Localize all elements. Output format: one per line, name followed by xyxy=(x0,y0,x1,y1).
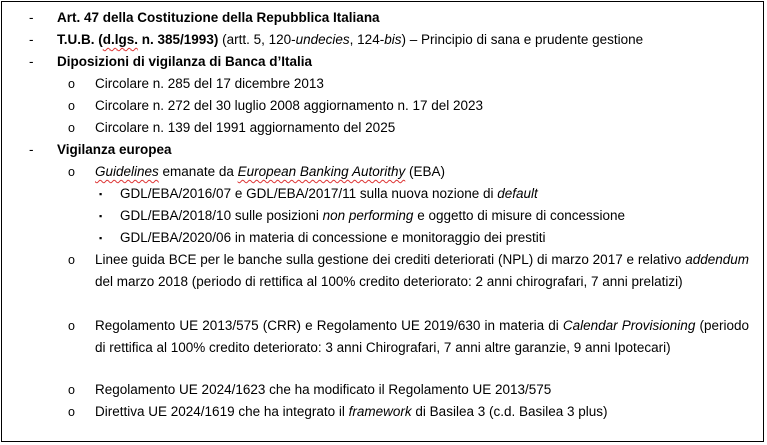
list-item-vigilanza-europea: Vigilanza europea xyxy=(57,142,172,157)
list-item-gdl-2020: GDL/EBA/2020/06 in materia di concessione e monitoraggio dei prestiti xyxy=(120,230,546,245)
list-item-circolare-272: Circolare n. 272 del 30 luglio 2008 aggiornamento n. 17 del 2023 xyxy=(95,98,484,113)
list-item-linee-guida-bce: Linee guida BCE per le banche sulla gestione dei crediti deteriorati (NPL) di marzo 2017 e relativo addendum del marzo 2018 (periodo di rettifica al 100% credito deteriorato: 2 anni chirografari, 7 anni prelatizi) xyxy=(95,252,749,289)
list-item-circolare-285: Circolare n. 285 del 17 dicembre 2013 xyxy=(95,76,324,91)
circle-bullet: o xyxy=(68,77,75,91)
list-item-tub: T.U.B. (d.lgs. n. 385/1993) (artt. 5, 120-undecies, 124-bis) – Principio di sana e prudente gestione xyxy=(57,32,644,47)
square-bullet: ▪ xyxy=(99,189,103,199)
dash-bullet: - xyxy=(29,142,34,157)
list-item-direttiva-2024-1619: Direttiva UE 2024/1619 che ha integrato il framework di Basilea 3 (c.d. Basilea 3 plus) xyxy=(95,404,608,419)
list-item-art47: Art. 47 della Costituzione della Repubblica Italiana xyxy=(57,10,380,25)
circle-bullet: o xyxy=(68,121,75,135)
circle-bullet: o xyxy=(68,253,75,267)
list-item-gdl-2018: GDL/EBA/2018/10 sulle posizioni non performing e oggetto di misure di concessione xyxy=(120,208,626,223)
list-item-banca-italia: Diposizioni di vigilanza di Banca d’Italia xyxy=(57,54,313,69)
square-bullet: ▪ xyxy=(99,211,103,221)
list-item-gdl-2016: GDL/EBA/2016/07 e GDL/EBA/2017/11 sulla nuova nozione di default xyxy=(120,186,538,201)
dash-bullet: - xyxy=(29,54,34,69)
circle-bullet: o xyxy=(68,99,75,113)
spellcheck-underline: d.lgs. xyxy=(102,32,139,47)
list-item-guidelines: Guidelines emanate da European Banking Autorithy (EBA) xyxy=(95,164,445,179)
circle-bullet: o xyxy=(68,319,75,333)
list-item-regolamento-2024-1623: Regolamento UE 2024/1623 che ha modificato il Regolamento UE 2013/575 xyxy=(95,382,552,397)
circle-bullet: o xyxy=(68,383,75,397)
dash-bullet: - xyxy=(29,10,34,25)
dash-bullet: - xyxy=(29,32,34,47)
document-frame xyxy=(1,1,764,442)
list-item-regolamento-crr: Regolamento UE 2013/575 (CRR) e Regolamento UE 2019/630 in materia di Calendar Provisioning (periodo di rettifica al 100% credito deteriorato: 3 anni Chirografari, 7 anni altre garanzie, 9 anni Ipotecari) xyxy=(95,318,749,355)
square-bullet: ▪ xyxy=(99,233,103,243)
list-item-circolare-139: Circolare n. 139 del 1991 aggiornamento del 2025 xyxy=(95,120,396,135)
circle-bullet: o xyxy=(68,165,75,179)
circle-bullet: o xyxy=(68,405,75,419)
